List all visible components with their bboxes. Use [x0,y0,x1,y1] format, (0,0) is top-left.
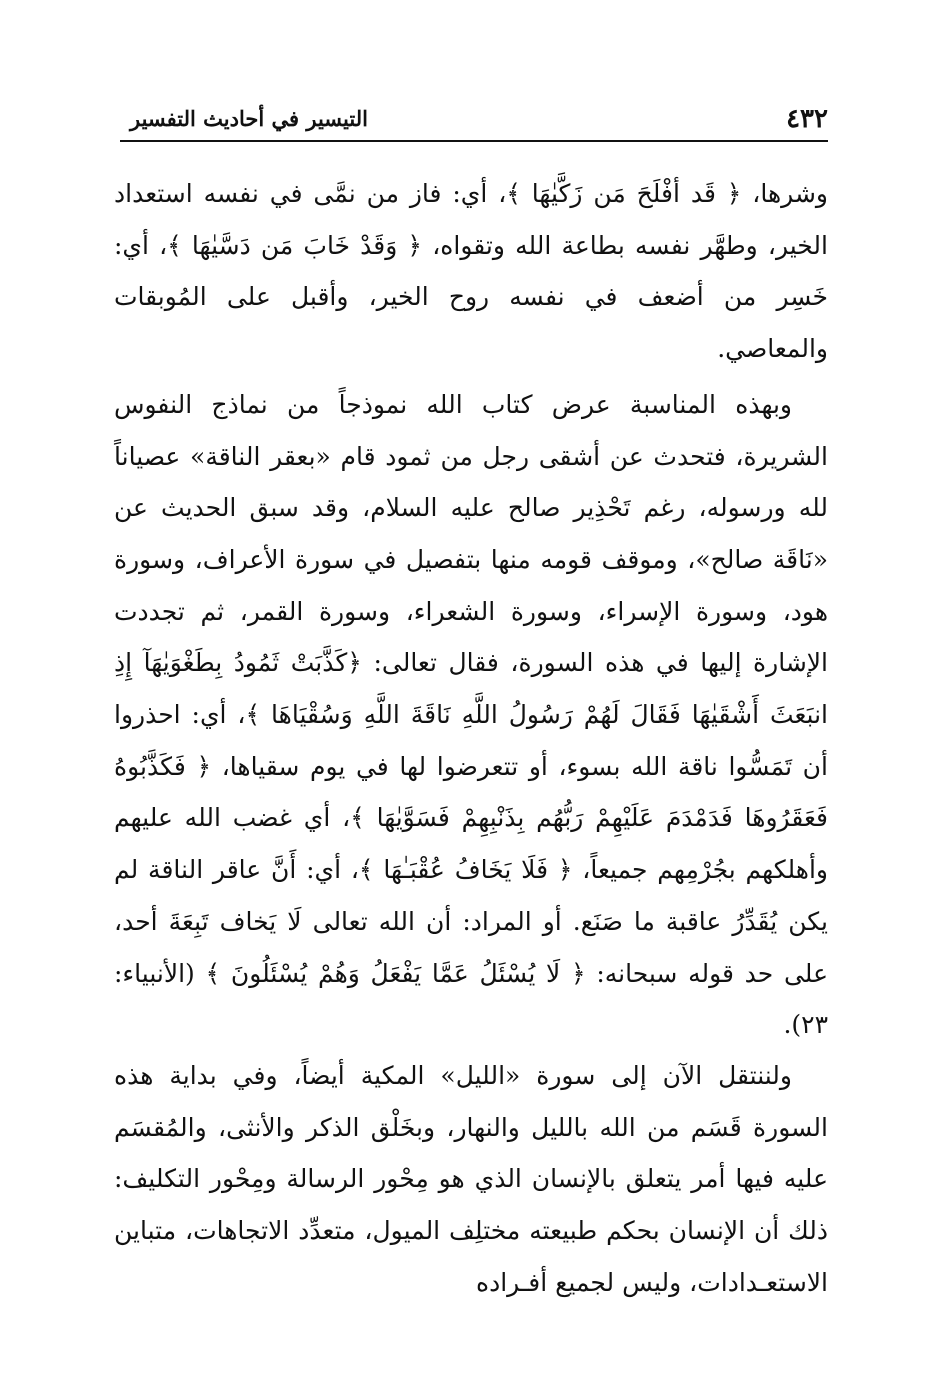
header-divider [120,140,828,142]
main-text-upper [114,168,828,1051]
paragraph-thamud: وبهذه المناسبة عرض كتاب الله نموذجاً من نماذج النفوس الشريرة، فتحدث عن أشقى رجل من ثمود قام «بعقر الناقة» عصياناً لله ورسوله، رغم تَحْذِير صالح عليه السلام، وقد سبق الحديث عن «نَاقَة صالح»، وموقف قومه منها بتفصيل في سورة الأعراف، وسورة هود، وسورة الإسراء، وسورة الشعراء، وسورة القمر، ثم تجددت الإشارة إليها في هذه السورة، فقال تعالى: ﴿كَذَّبَتْ ثَمُودُ بِطَغْوَيٰهَآ إِذِ انبَعَثَ أَشْقَيٰهَا فَقَالَ لَهُمْ رَسُولُ اللَّهِ نَاقَةَ اللَّهِ وَسُقْيَاهَا ﴾، أي: احذروا أن تَمَسُّوا ناقة الله بسوء، أو تتعرضوا لها في يوم سقياها، ﴿ فَكَذَّبُوهُ فَعَقَرُوهَا فَدَمْدَمَ عَلَيْهِمْ رَبُّهُم بِذَنْبِهِمْ فَسَوَّيٰهَا ﴾، أي غضب الله عليهم وأهلكهم بجُرْمِهم جميعاً، ﴿ فَلَا يَخَافُ عُقْبَـٰهَا ﴾، أي: أَنَّ عاقر الناقة لم يكن يُقَدِّرُ عاقبة ما صَنَع. أو المراد: أن الله تعالى لَا يَخاف تَبِعَةَ أحد، على حد قوله سبحانه: ﴿ لَا يُسْئَلُ عَمَّا يَفْعَلُ وَهُمْ يُسْئَلُونَ ﴾ (الأنبياء: ٢٣). [114,389,828,1040]
page-header [120,104,828,134]
paragraph-continuation: وشرها، ﴿ قَد أفْلَحَ مَن زَكَّيٰهَا ﴾، أي: فاز من نمَّى في نفسه استعداد الخير، وطهَّر نفسه بطاعة الله وتقواه، ﴿ وَقَدْ خَابَ مَن دَسَّيٰهَا ﴾، أي: خَسِر من أضعف في نفسه روح الخير، وأقبل على المُوبقات والمعاصي. [114,179,828,364]
main-text-lower [114,1050,828,1309]
page-number: ٤٣٢ [786,104,828,134]
running-title: التيسير في أحاديث التفسير [130,106,368,131]
paragraph-surat-al-layl: ولننتقل الآن إلى سورة «الليل» المكية أيضاً، وفي بداية هذه السورة قَسَم من الله بالليل والنهار، وبخَلْق الذكر والأنثى، والمُقسَم عليه فيها أمر يتعلق بالإنسان الذي هو مِحْور الرسالة ومِحْور التكليف: ذلك أن الإنسان بحكم طبيعته مختلِف الميول، متعدِّد الاتجاهات، متباين الاستعـدادات، وليس لجميع أفـراده [114,1061,828,1297]
